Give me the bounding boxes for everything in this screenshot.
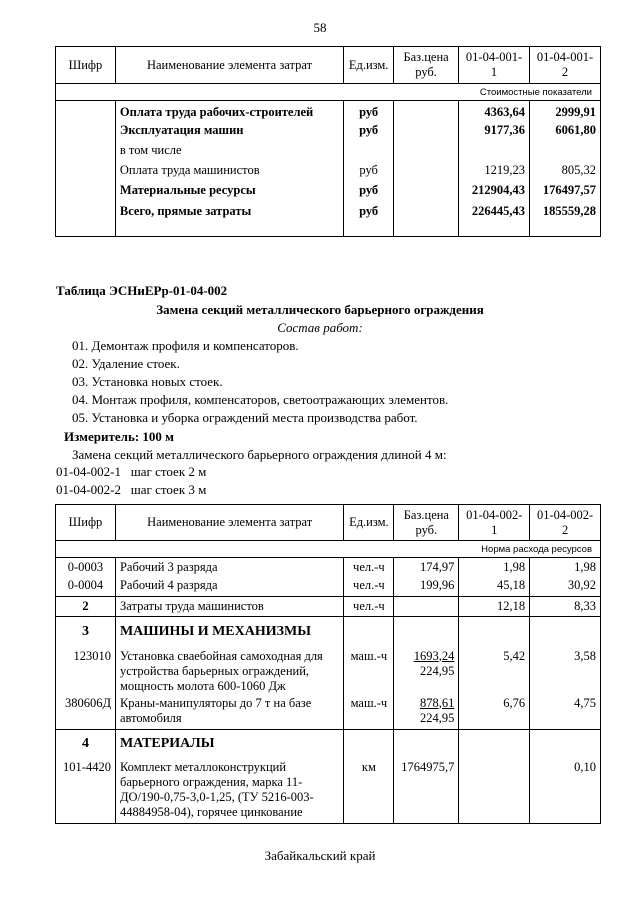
- table-row: [56, 183, 601, 204]
- cost-table: [55, 46, 601, 237]
- row-code: 101-4420: [56, 758, 116, 824]
- resource-table: [55, 504, 601, 824]
- price-operator: 224,95: [419, 663, 455, 678]
- row-value-1: 5,42: [459, 647, 530, 696]
- row-code: 380606Д: [56, 696, 116, 730]
- header-unit: Ед.изм.: [344, 505, 394, 541]
- section-number: 3: [56, 617, 116, 647]
- row-name: Оплата труда рабочих-строителей: [115, 101, 343, 123]
- row-value-1: 9177,36: [459, 123, 530, 143]
- row-name: Рабочий 4 разряда: [115, 578, 343, 597]
- work-item: 04. Монтаж профиля, компенсаторов, светоотражающих элементов.: [72, 392, 449, 407]
- row-unit: руб: [344, 204, 394, 237]
- row-price: 174,97: [394, 558, 459, 578]
- row-unit: маш.-ч: [344, 647, 394, 696]
- work-item: 02. Удаление стоек.: [72, 356, 180, 371]
- row-unit: чел.-ч: [344, 597, 394, 617]
- row-price: 1764975,7: [394, 758, 459, 824]
- variant-text: шаг стоек 2 м: [130, 464, 207, 479]
- row-value-2: 0,10: [530, 758, 601, 824]
- page-footer: Забайкальский край: [264, 848, 376, 863]
- table-row: [56, 578, 601, 597]
- variant-code: 01-04-002-1: [56, 464, 121, 479]
- row-value-1: [459, 758, 530, 824]
- table-row: [56, 204, 601, 237]
- table-subheader-row: [56, 541, 601, 558]
- row-value-2: 6061,80: [530, 123, 601, 143]
- work-item: 05. Установка и уборка ограждений места производства работ.: [72, 410, 418, 425]
- row-code: 0-0004: [56, 578, 116, 597]
- section-title: Замена секций металлического барьерного ограждения: [156, 302, 484, 317]
- row-value-1: 12,18: [459, 597, 530, 617]
- table-row: [56, 647, 601, 696]
- header-col2: 01-04-002-2: [530, 505, 601, 541]
- row-name: Всего, прямые затраты: [115, 204, 343, 237]
- row-value-2: 30,92: [530, 578, 601, 597]
- row-name: Краны-манипуляторы до 7 т на базе автомобиля: [115, 696, 343, 730]
- row-value-1: 45,18: [459, 578, 530, 597]
- table-row: [56, 123, 601, 143]
- row-unit: руб: [344, 183, 394, 204]
- row-unit: руб: [344, 163, 394, 183]
- row-price: [394, 647, 459, 696]
- table-row: [56, 758, 601, 824]
- section-name: МАТЕРИАЛЫ: [115, 730, 343, 758]
- header-name: Наименование элемента затрат: [115, 47, 343, 84]
- row-value-1: 4363,64: [459, 101, 530, 123]
- row-value-1: 226445,43: [459, 204, 530, 237]
- header-price: Баз.цена руб.: [394, 47, 459, 84]
- row-name: Установка сваебойная самоходная для устройства барьерных ограждений, мощность молота 600-1060 Дж: [115, 647, 343, 696]
- variant-text: шаг стоек 3 м: [130, 482, 207, 497]
- header-code: Шифр: [56, 505, 116, 541]
- description: Замена секций металлического барьерного ограждения длиной 4 м:: [72, 447, 447, 462]
- row-name: в том числе: [115, 143, 343, 163]
- table-label: Таблица ЭСНиЕРр-01-04-002: [56, 283, 228, 298]
- row-value-2: 3,58: [530, 647, 601, 696]
- row-value-2: 805,32: [530, 163, 601, 183]
- header-col2: 01-04-001-2: [530, 47, 601, 84]
- meter: Измеритель: 100 м: [64, 429, 175, 444]
- row-price: 199,96: [394, 578, 459, 597]
- row-value-2: 2999,91: [530, 101, 601, 123]
- section-name: МАШИНЫ И МЕХАНИЗМЫ: [115, 617, 343, 647]
- work-item: 03. Установка новых стоек.: [72, 374, 223, 389]
- row-code: 0-0003: [56, 558, 116, 578]
- row-value-2: 4,75: [530, 696, 601, 730]
- price-operator: 224,95: [419, 710, 455, 725]
- table-row: [56, 143, 601, 163]
- row-value-1: 1219,23: [459, 163, 530, 183]
- price-main: 1693,24: [413, 648, 455, 663]
- table-row: [56, 597, 601, 617]
- works-heading: Состав работ:: [277, 320, 363, 335]
- variant-code: 01-04-002-2: [56, 482, 121, 497]
- row-value-2: 1,98: [530, 558, 601, 578]
- table-row: [56, 696, 601, 730]
- table-subheader-row: [56, 84, 601, 101]
- table-header-row: [56, 47, 601, 84]
- section-row: [56, 730, 601, 758]
- section-row: [56, 617, 601, 647]
- variant: [56, 464, 206, 480]
- row-value-1: 6,76: [459, 696, 530, 730]
- page-number: 58: [313, 20, 327, 35]
- row-value-2: 176497,57: [530, 183, 601, 204]
- table-header-row: [56, 505, 601, 541]
- row-unit: чел.-ч: [344, 558, 394, 578]
- row-name: Оплата труда машинистов: [115, 163, 343, 183]
- section-number: 4: [56, 730, 116, 758]
- row-value-1: 212904,43: [459, 183, 530, 204]
- row-code: 2: [56, 597, 116, 617]
- header-col1: 01-04-002-1: [459, 505, 530, 541]
- row-name: Материальные ресурсы: [115, 183, 343, 204]
- table-row: [56, 101, 601, 123]
- row-price: [394, 696, 459, 730]
- row-value-1: 1,98: [459, 558, 530, 578]
- variant: [56, 482, 206, 498]
- row-name: Рабочий 3 разряда: [115, 558, 343, 578]
- row-unit: маш.-ч: [344, 696, 394, 730]
- header-name: Наименование элемента затрат: [115, 505, 343, 541]
- table-row: [56, 558, 601, 578]
- subheader: Стоимостные показатели: [56, 84, 601, 101]
- row-name: Затраты труда машинистов: [115, 597, 343, 617]
- row-unit: руб: [344, 123, 394, 143]
- row-unit: руб: [344, 101, 394, 123]
- row-name: Комплект металлоконструкций барьерного ограждения, марка 11-ДО/190-0,75-3,0-1,25, (ТУ 5216-003-44884958-04), горячее цинкование: [115, 758, 343, 824]
- work-item: 01. Демонтаж профиля и компенсаторов.: [72, 338, 299, 353]
- header-price: Баз.цена руб.: [394, 505, 459, 541]
- header-col1: 01-04-001-1: [459, 47, 530, 84]
- price-main: 878,61: [419, 695, 455, 710]
- subheader: Норма расхода ресурсов: [56, 541, 601, 558]
- table-row: [56, 163, 601, 183]
- row-value-2: 8,33: [530, 597, 601, 617]
- row-unit: км: [344, 758, 394, 824]
- row-name: Эксплуатация машин: [115, 123, 343, 143]
- header-code: Шифр: [56, 47, 116, 84]
- row-code: 123010: [56, 647, 116, 696]
- header-unit: Ед.изм.: [344, 47, 394, 84]
- row-unit: чел.-ч: [344, 578, 394, 597]
- row-value-2: 185559,28: [530, 204, 601, 237]
